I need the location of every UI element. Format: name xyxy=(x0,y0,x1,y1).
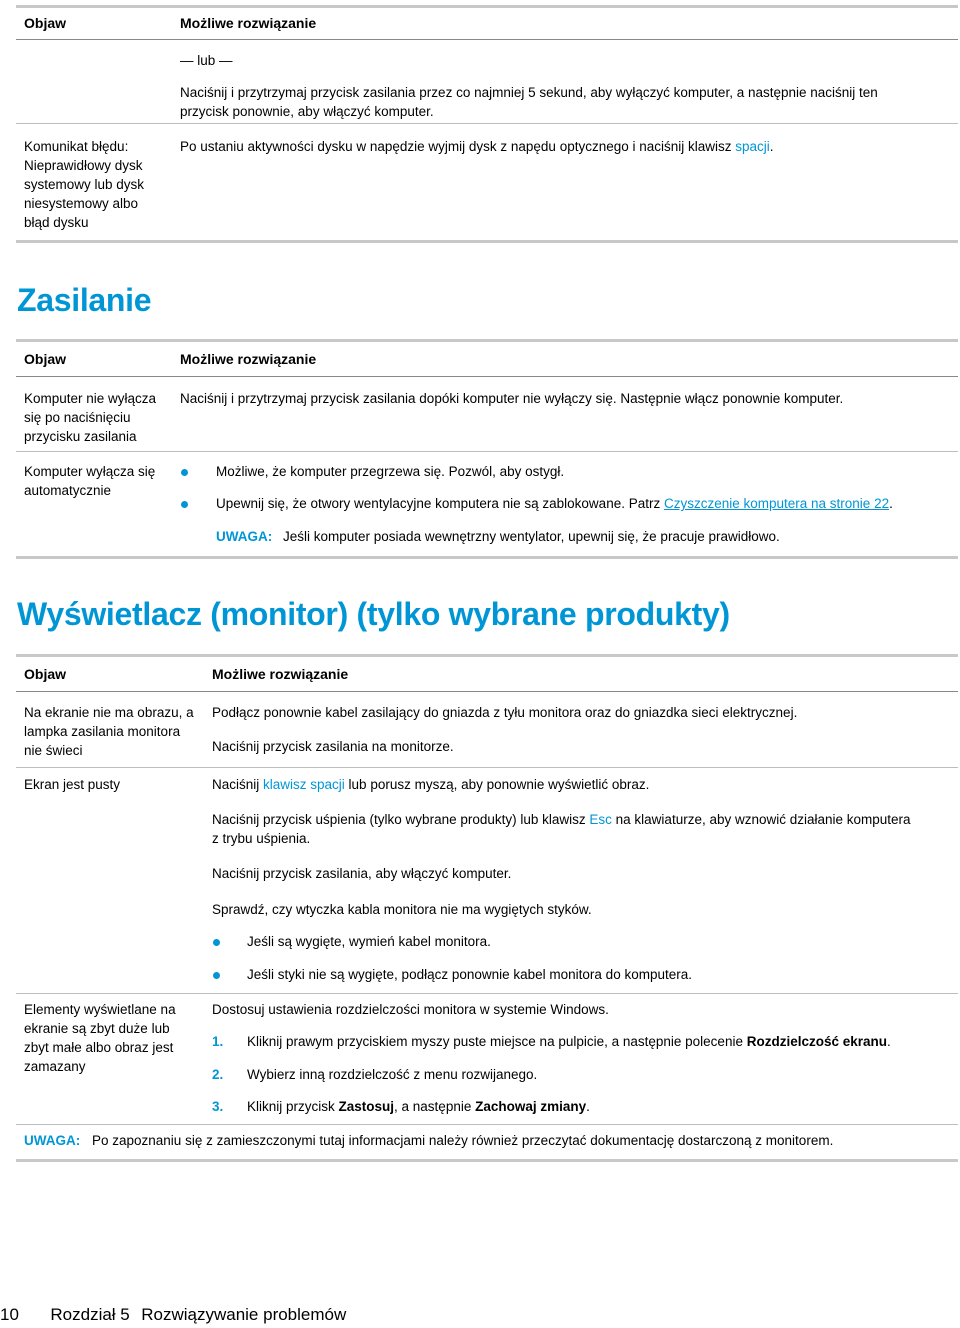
button-label-keep-changes: Zachowaj zmiany xyxy=(475,1099,587,1114)
column-header-symptom: Objaw xyxy=(24,351,67,367)
column-header-solution: Możliwe rozwiązanie xyxy=(180,351,317,367)
table-bottom-rule xyxy=(16,1159,958,1162)
solution-press-monitor-power: Naciśnij przycisk zasilania na monitorze. xyxy=(212,739,454,754)
solution-power-on: Naciśnij przycisk zasilania, aby włączyć komputer. xyxy=(212,866,512,881)
step-apply: Kliknij przycisk Zastosuj, a następnie Zachowaj zmiany. xyxy=(247,1099,590,1114)
chapter-title: Rozwiązywanie problemów xyxy=(141,1305,347,1324)
row-rule xyxy=(16,451,958,452)
solution-press-space: Naciśnij klawisz spacji lub porusz myszą, aby ponownie wyświetlić obraz. xyxy=(212,777,650,792)
button-label-apply: Zastosuj xyxy=(338,1099,395,1114)
symptom-disk-error: Komunikat błędu: Nieprawidłowy dysk systemowy lub dysk niesystemowy albo błąd dysku xyxy=(24,139,145,230)
step-number: 2. xyxy=(212,1067,224,1082)
page-number: 10 xyxy=(0,1305,19,1324)
bullet-icon xyxy=(181,501,188,508)
note-monitor-docs: Po zapoznaniu się z zamieszczonymi tutaj informacjami należy również przeczytać dokumentację dostarczoną z monitorem. xyxy=(92,1133,834,1148)
table-top-rule xyxy=(16,654,958,657)
solution-vents: Upewnij się, że otwory wentylacyjne komputera nie są zablokowane. Patrz Czyszczenie komputera na stronie 22. xyxy=(216,496,893,511)
bullet-icon xyxy=(181,469,188,476)
solution-check-pins: Sprawdź, czy wtyczka kabla monitora nie ma wygiętych styków. xyxy=(212,902,592,917)
key-esc-label: Esc xyxy=(589,812,612,827)
key-space-label: spacji xyxy=(735,139,770,154)
note-fan: Jeśli komputer posiada wewnętrzny wentylator, upewnij się, że pracuje prawidłowo. xyxy=(283,529,780,544)
header-rule xyxy=(16,376,958,377)
row-rule xyxy=(16,123,958,124)
row-rule xyxy=(16,1124,958,1125)
section-title-power: Zasilanie xyxy=(17,282,152,318)
row-rule xyxy=(16,767,958,768)
column-header-symptom: Objaw xyxy=(24,15,67,31)
page-footer xyxy=(0,1305,346,1325)
or-separator: — lub — xyxy=(180,53,233,68)
symptom-blank-screen: Ekran jest pusty xyxy=(24,777,121,792)
symptom-auto-shutdown: Komputer wyłącza się automatycznie xyxy=(24,464,156,498)
chapter-label: Rozdział 5 xyxy=(50,1305,130,1324)
table-bottom-rule xyxy=(16,556,958,559)
solution-no-shutdown: Naciśnij i przytrzymaj przycisk zasilania dopóki komputer nie wyłączy się. Następnie włącz ponownie komputer. xyxy=(180,391,844,406)
key-space-label: klawisz spacji xyxy=(263,777,345,792)
header-rule xyxy=(16,39,958,40)
hold-power-instruction: Naciśnij i przytrzymaj przycisk zasilania przez co najmniej 5 sekund, aby wyłączyć komputer, a następnie naciśnij ten przycisk ponownie, aby włączyć komputer. xyxy=(180,85,878,119)
symptom-no-image: Na ekranie nie ma obrazu, a lampka zasilania monitora nie świeci xyxy=(24,705,194,758)
header-rule xyxy=(16,691,958,692)
menu-item-screen-resolution: Rozdzielczość ekranu xyxy=(746,1034,888,1049)
solution-disk-error: Po ustaniu aktywności dysku w napędzie wyjmij dysk z napędu optycznego i naciśnij klawisz spacji. xyxy=(180,139,774,154)
note-label: UWAGA: xyxy=(216,529,273,544)
solution-replace-cable: Jeśli są wygięte, wymień kabel monitora. xyxy=(247,934,491,949)
table-top-rule xyxy=(16,339,958,342)
symptom-no-shutdown: Komputer nie wyłącza się po naciśnięciu przycisku zasilania xyxy=(24,391,157,444)
table-bottom-rule xyxy=(16,240,958,243)
step-choose-resolution: Wybierz inną rozdzielczość z menu rozwijanego. xyxy=(247,1067,538,1082)
solution-sleep-button: Naciśnij przycisk uśpienia (tylko wybrane produkty) lub klawisz Esc na klawiaturze, aby wznowić działanie komputera z trybu uśpienia. xyxy=(212,812,911,846)
solution-reconnect-power: Podłącz ponownie kabel zasilający do gniazda z tyłu monitora oraz do gniazdka sieci elektrycznej. xyxy=(212,705,798,720)
solution-adjust-resolution: Dostosuj ustawienia rozdzielczości monitora w systemie Windows. xyxy=(212,1002,609,1017)
step-right-click: Kliknij prawym przyciskiem myszy puste miejsce na pulpicie, a następnie polecenie Rozdzielczość ekranu. xyxy=(247,1034,891,1049)
section-title-display: Wyświetlacz (monitor) (tylko wybrane produkty) xyxy=(17,596,730,632)
link-cleaning-computer[interactable]: Czyszczenie komputera na stronie 22 xyxy=(663,496,890,511)
solution-reconnect-cable: Jeśli styki nie są wygięte, podłącz ponownie kabel monitora do komputera. xyxy=(247,967,692,982)
symptom-resolution: Elementy wyświetlane na ekranie są zbyt duże lub zbyt małe albo obraz jest zamazany xyxy=(24,1002,176,1074)
column-header-solution: Możliwe rozwiązanie xyxy=(180,15,317,31)
column-header-solution: Możliwe rozwiązanie xyxy=(212,666,349,682)
bullet-icon xyxy=(213,972,220,979)
row-rule xyxy=(16,993,958,994)
step-number: 3. xyxy=(212,1099,224,1114)
column-header-symptom: Objaw xyxy=(24,666,67,682)
table-top-rule xyxy=(16,5,958,8)
bullet-icon xyxy=(213,939,220,946)
note-label: UWAGA: xyxy=(24,1133,81,1148)
solution-overheat: Możliwe, że komputer przegrzewa się. Pozwól, aby ostygł. xyxy=(216,464,565,479)
step-number: 1. xyxy=(212,1034,224,1049)
